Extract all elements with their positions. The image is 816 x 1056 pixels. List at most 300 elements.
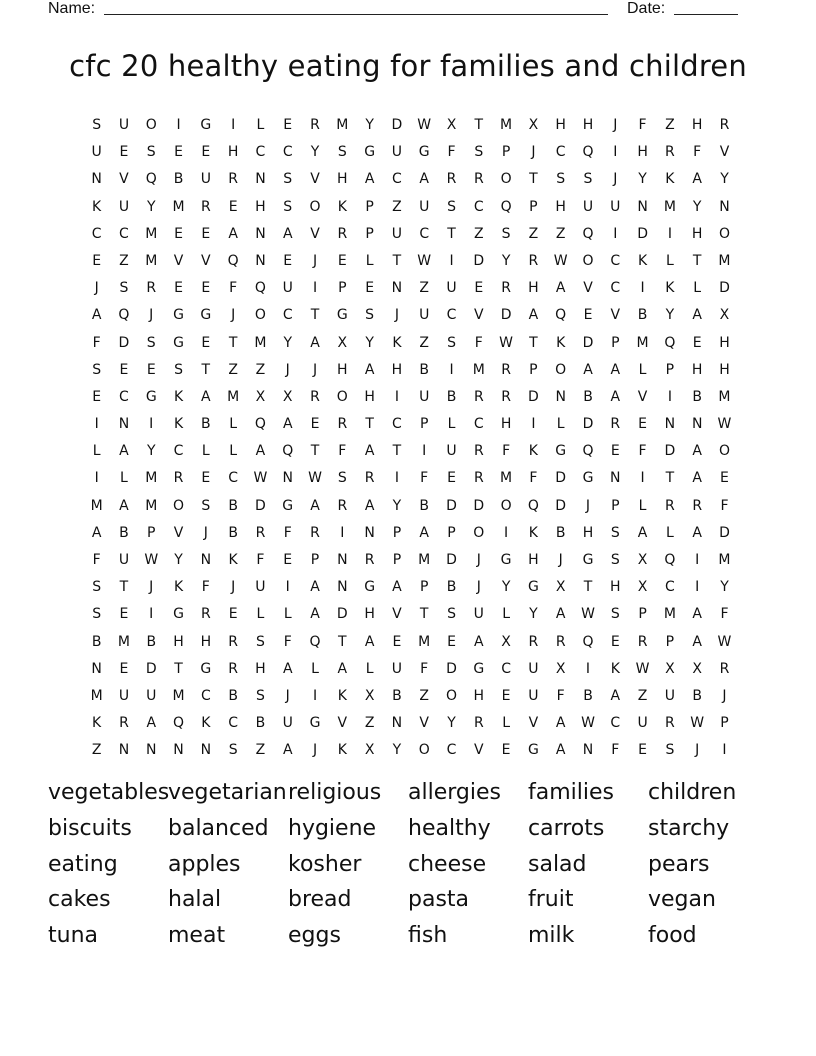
grid-letter[interactable]: G — [309, 715, 321, 732]
grid-letter[interactable]: S — [337, 144, 347, 161]
grid-letter[interactable]: R — [200, 198, 211, 215]
grid-letter[interactable]: F — [638, 117, 647, 133]
grid-letter[interactable]: C — [419, 225, 430, 242]
grid-letter[interactable]: M — [172, 198, 185, 215]
grid-letter[interactable]: C — [119, 225, 129, 242]
grid-letter[interactable]: E — [283, 117, 293, 133]
grid-letter[interactable]: W — [581, 606, 595, 623]
grid-letter[interactable]: G — [173, 307, 184, 324]
grid-letter[interactable]: K — [173, 416, 184, 433]
grid-letter[interactable]: S — [610, 606, 620, 623]
grid-letter[interactable]: K — [610, 660, 620, 677]
grid-letter[interactable]: J — [312, 252, 318, 269]
grid-letter[interactable]: P — [447, 524, 456, 541]
grid-letter[interactable]: D — [446, 552, 457, 568]
grid-letter[interactable]: X — [282, 388, 293, 405]
grid-letter[interactable]: O — [500, 497, 512, 514]
grid-letter[interactable]: R — [228, 633, 238, 650]
grid-letter[interactable]: M — [254, 334, 267, 351]
grid-letter[interactable]: A — [255, 443, 266, 460]
grid-letter[interactable]: N — [118, 416, 130, 433]
grid-letter[interactable]: R — [473, 388, 484, 405]
grid-letter[interactable]: H — [719, 334, 730, 351]
grid-letter[interactable]: R — [364, 470, 375, 487]
grid-letter[interactable]: F — [92, 552, 101, 568]
grid-letter[interactable]: Q — [527, 497, 539, 514]
grid-letter[interactable]: M — [472, 361, 485, 378]
grid-letter[interactable]: L — [311, 660, 319, 677]
grid-letter[interactable]: Q — [173, 715, 185, 732]
grid-letter[interactable]: F — [229, 280, 238, 297]
grid-letter[interactable]: S — [92, 117, 102, 133]
grid-letter[interactable]: I — [585, 660, 591, 677]
grid-letter[interactable]: P — [365, 198, 374, 215]
grid-letter[interactable]: M — [418, 633, 431, 650]
grid-letter[interactable]: A — [337, 660, 348, 677]
grid-letter[interactable]: D — [637, 225, 648, 242]
grid-letter[interactable]: L — [229, 443, 238, 460]
grid-letter[interactable]: N — [118, 742, 130, 759]
grid-letter[interactable]: P — [638, 606, 647, 623]
grid-letter[interactable]: I — [340, 524, 345, 541]
grid-letter[interactable]: T — [665, 470, 675, 487]
grid-letter[interactable]: W — [717, 633, 732, 650]
grid-letter[interactable]: X — [637, 552, 648, 568]
grid-letter[interactable]: M — [227, 388, 240, 405]
grid-letter[interactable]: B — [392, 687, 402, 704]
grid-letter[interactable]: G — [200, 660, 212, 677]
grid-letter[interactable]: N — [555, 388, 566, 405]
grid-letter[interactable]: U — [446, 443, 457, 460]
grid-letter[interactable]: B — [228, 687, 238, 704]
grid-letter[interactable]: B — [146, 633, 157, 650]
grid-letter[interactable]: F — [256, 552, 265, 568]
grid-letter[interactable]: M — [718, 552, 731, 568]
grid-letter[interactable]: K — [637, 252, 648, 269]
grid-letter[interactable]: K — [201, 715, 211, 732]
grid-letter[interactable]: X — [719, 307, 730, 324]
grid-letter[interactable]: A — [555, 715, 566, 732]
grid-letter[interactable]: R — [665, 144, 675, 161]
grid-letter[interactable]: S — [365, 307, 375, 324]
grid-letter[interactable]: P — [611, 334, 620, 351]
grid-letter[interactable]: J — [231, 307, 236, 324]
grid-letter[interactable]: A — [692, 524, 702, 541]
grid-letter[interactable]: V — [474, 742, 484, 759]
grid-letter[interactable]: J — [149, 579, 154, 596]
grid-letter[interactable]: H — [582, 117, 594, 133]
grid-letter[interactable]: L — [256, 117, 265, 133]
grid-letter[interactable]: Q — [582, 225, 594, 242]
grid-letter[interactable]: G — [173, 334, 184, 351]
grid-letter[interactable]: C — [119, 388, 129, 405]
grid-letter[interactable]: U — [118, 552, 130, 568]
grid-letter[interactable]: A — [282, 416, 293, 433]
grid-letter[interactable]: E — [610, 443, 620, 460]
grid-letter[interactable]: E — [228, 198, 238, 215]
grid-letter[interactable]: E — [201, 334, 211, 351]
grid-letter[interactable]: C — [473, 416, 484, 433]
grid-letter[interactable]: K — [665, 171, 675, 188]
grid-letter[interactable]: Y — [720, 171, 729, 188]
grid-letter[interactable]: T — [392, 252, 402, 269]
grid-letter[interactable]: T — [583, 579, 593, 596]
grid-letter[interactable]: S — [337, 470, 347, 487]
grid-letter[interactable]: A — [364, 171, 375, 188]
grid-letter[interactable]: A — [692, 171, 702, 188]
grid-letter[interactable]: R — [446, 171, 457, 188]
grid-letter[interactable]: E — [638, 742, 648, 759]
grid-letter[interactable]: A — [310, 334, 320, 351]
grid-letter[interactable]: A — [692, 307, 702, 324]
grid-letter[interactable]: G — [282, 497, 294, 514]
grid-letter[interactable]: F — [720, 497, 729, 514]
grid-letter[interactable]: E — [283, 252, 293, 269]
grid-letter[interactable]: R — [310, 524, 320, 541]
grid-letter[interactable]: B — [692, 388, 702, 405]
grid-letter[interactable]: W — [635, 660, 650, 677]
grid-letter[interactable]: A — [583, 361, 593, 378]
grid-letter[interactable]: H — [173, 633, 184, 650]
grid-letter[interactable]: Y — [146, 443, 156, 460]
grid-letter[interactable]: K — [528, 524, 538, 541]
grid-letter[interactable]: G — [364, 144, 376, 161]
grid-letter[interactable]: U — [391, 225, 403, 242]
grid-letter[interactable]: M — [500, 470, 513, 487]
grid-letter[interactable]: T — [474, 117, 484, 133]
grid-letter[interactable]: A — [228, 225, 238, 242]
grid-letter[interactable]: U — [473, 606, 484, 623]
grid-letter[interactable]: V — [637, 388, 648, 405]
grid-letter[interactable]: I — [149, 606, 154, 623]
grid-letter[interactable]: J — [149, 307, 154, 324]
grid-letter[interactable]: W — [581, 715, 595, 732]
grid-letter[interactable]: L — [502, 715, 510, 732]
grid-letter[interactable]: Q — [500, 198, 512, 215]
grid-letter[interactable]: N — [691, 416, 703, 433]
grid-letter[interactable]: X — [528, 117, 539, 133]
grid-letter[interactable]: S — [92, 361, 102, 378]
grid-letter[interactable]: R — [200, 606, 211, 623]
grid-letter[interactable]: K — [665, 280, 675, 297]
grid-letter[interactable]: K — [556, 334, 566, 351]
grid-letter[interactable]: O — [418, 742, 430, 759]
grid-letter[interactable]: Y — [174, 552, 183, 568]
grid-letter[interactable]: E — [119, 144, 129, 161]
grid-letter[interactable]: A — [364, 443, 375, 460]
grid-letter[interactable]: B — [255, 715, 266, 732]
grid-letter[interactable]: T — [310, 307, 320, 324]
grid-letter[interactable]: A — [310, 606, 320, 623]
grid-letter[interactable]: I — [640, 280, 645, 297]
grid-letter[interactable]: V — [719, 144, 730, 161]
grid-letter[interactable]: Y — [392, 497, 402, 514]
grid-letter[interactable]: C — [610, 252, 621, 269]
grid-letter[interactable]: K — [92, 198, 102, 215]
grid-letter[interactable]: B — [446, 579, 457, 596]
grid-letter[interactable]: J — [695, 742, 700, 759]
grid-letter[interactable]: L — [256, 606, 265, 623]
grid-letter[interactable]: P — [611, 497, 620, 514]
grid-letter[interactable]: R — [473, 171, 484, 188]
grid-letter[interactable]: V — [583, 280, 593, 297]
grid-letter[interactable]: B — [555, 524, 566, 541]
grid-letter[interactable]: D — [582, 334, 594, 351]
grid-letter[interactable]: A — [146, 715, 157, 732]
grid-letter[interactable]: T — [447, 225, 456, 242]
grid-letter[interactable]: E — [447, 470, 456, 487]
grid-letter[interactable]: W — [499, 334, 514, 351]
grid-letter[interactable]: F — [529, 470, 538, 487]
grid-letter[interactable]: B — [692, 687, 702, 704]
grid-letter[interactable]: S — [146, 144, 156, 161]
grid-letter[interactable]: F — [720, 606, 729, 623]
grid-letter[interactable]: U — [282, 280, 293, 297]
grid-letter[interactable]: M — [117, 633, 130, 650]
grid-letter[interactable]: G — [582, 470, 594, 487]
grid-letter[interactable]: X — [501, 633, 511, 650]
grid-letter[interactable]: H — [691, 225, 703, 242]
grid-letter[interactable]: Q — [582, 443, 594, 460]
grid-letter[interactable]: J — [585, 497, 591, 514]
grid-letter[interactable]: W — [553, 252, 568, 269]
grid-letter[interactable]: R — [310, 117, 320, 133]
grid-letter[interactable]: X — [692, 660, 702, 677]
grid-letter[interactable]: H — [582, 524, 594, 541]
grid-letter[interactable]: R — [473, 470, 484, 487]
grid-letter[interactable]: C — [282, 307, 293, 324]
grid-letter[interactable]: W — [308, 470, 322, 487]
grid-letter[interactable]: N — [146, 742, 157, 759]
grid-letter[interactable]: D — [473, 252, 485, 269]
grid-letter[interactable]: R — [228, 171, 238, 188]
grid-letter[interactable]: U — [391, 660, 403, 677]
grid-letter[interactable]: A — [119, 443, 129, 460]
grid-letter[interactable]: F — [92, 334, 101, 351]
grid-letter[interactable]: P — [501, 144, 511, 161]
grid-letter[interactable]: E — [119, 606, 129, 623]
grid-letter[interactable]: X — [637, 579, 648, 596]
grid-letter[interactable]: N — [610, 470, 621, 487]
grid-letter[interactable]: P — [665, 361, 675, 378]
grid-letter[interactable]: Q — [664, 552, 676, 568]
grid-letter[interactable]: V — [337, 715, 348, 732]
grid-letter[interactable]: Q — [555, 307, 567, 324]
grid-letter[interactable]: J — [94, 280, 99, 297]
grid-letter[interactable]: Y — [720, 579, 729, 596]
grid-letter[interactable]: Y — [501, 579, 511, 596]
grid-letter[interactable]: B — [201, 416, 211, 433]
grid-letter[interactable]: X — [665, 660, 675, 677]
grid-letter[interactable]: B — [583, 388, 593, 405]
grid-letter[interactable]: Z — [419, 280, 429, 297]
grid-letter[interactable]: U — [582, 198, 594, 215]
grid-letter[interactable]: L — [283, 606, 292, 623]
grid-letter[interactable]: I — [312, 280, 318, 297]
grid-letter[interactable]: B — [228, 497, 238, 514]
grid-letter[interactable]: T — [228, 334, 238, 351]
grid-letter[interactable]: P — [665, 633, 675, 650]
grid-letter[interactable]: B — [173, 171, 184, 188]
grid-letter[interactable]: H — [691, 117, 703, 133]
grid-letter[interactable]: F — [474, 334, 483, 351]
grid-letter[interactable]: J — [285, 687, 290, 704]
grid-letter[interactable]: L — [92, 443, 101, 460]
grid-letter[interactable]: A — [201, 388, 211, 405]
grid-letter[interactable]: R — [719, 117, 730, 133]
grid-letter[interactable]: Z — [419, 687, 429, 704]
grid-letter[interactable]: R — [555, 633, 566, 650]
grid-letter[interactable]: D — [391, 117, 403, 133]
grid-letter[interactable]: A — [692, 470, 702, 487]
grid-letter[interactable]: E — [392, 633, 402, 650]
grid-letter[interactable]: V — [173, 252, 184, 269]
grid-letter[interactable]: O — [718, 443, 730, 460]
grid-letter[interactable]: U — [118, 687, 130, 704]
grid-letter[interactable]: K — [528, 443, 538, 460]
grid-letter[interactable]: V — [392, 606, 402, 623]
grid-letter[interactable]: U — [446, 280, 457, 297]
grid-letter[interactable]: J — [558, 552, 563, 568]
grid-letter[interactable]: R — [665, 715, 675, 732]
grid-letter[interactable]: M — [90, 687, 103, 704]
grid-letter[interactable]: O — [309, 198, 321, 215]
grid-letter[interactable]: N — [255, 171, 266, 188]
grid-letter[interactable]: K — [392, 334, 402, 351]
grid-letter[interactable]: D — [118, 334, 130, 351]
grid-letter[interactable]: T — [529, 334, 538, 351]
date-field[interactable] — [674, 14, 738, 15]
grid-letter[interactable]: T — [692, 252, 702, 269]
grid-letter[interactable]: A — [692, 606, 702, 623]
grid-letter[interactable]: B — [583, 687, 593, 704]
grid-letter[interactable]: I — [94, 470, 99, 487]
grid-letter[interactable]: R — [146, 280, 157, 297]
grid-letter[interactable]: L — [502, 606, 510, 623]
grid-letter[interactable]: V — [310, 171, 320, 188]
grid-letter[interactable]: D — [582, 416, 594, 433]
grid-letter[interactable]: X — [364, 742, 375, 759]
grid-letter[interactable]: U — [282, 715, 293, 732]
grid-letter[interactable]: Q — [309, 633, 321, 650]
grid-letter[interactable]: J — [231, 579, 236, 596]
grid-letter[interactable]: P — [392, 552, 402, 568]
grid-letter[interactable]: C — [664, 579, 675, 596]
grid-letter[interactable]: A — [310, 497, 320, 514]
grid-letter[interactable]: E — [474, 280, 484, 297]
grid-letter[interactable]: L — [201, 443, 210, 460]
grid-letter[interactable]: N — [200, 552, 212, 568]
grid-letter[interactable]: M — [636, 334, 649, 351]
grid-letter[interactable]: S — [255, 687, 265, 704]
grid-letter[interactable]: H — [364, 388, 375, 405]
grid-letter[interactable]: V — [474, 307, 484, 324]
grid-letter[interactable]: O — [473, 524, 485, 541]
grid-letter[interactable]: S — [447, 334, 456, 351]
grid-letter[interactable]: I — [640, 470, 645, 487]
grid-letter[interactable]: G — [418, 144, 430, 161]
grid-letter[interactable]: C — [173, 443, 184, 460]
grid-letter[interactable]: A — [555, 606, 566, 623]
grid-letter[interactable]: S — [92, 579, 102, 596]
grid-letter[interactable]: C — [91, 225, 102, 242]
grid-letter[interactable]: B — [637, 307, 648, 324]
grid-letter[interactable]: P — [419, 579, 429, 596]
grid-letter[interactable]: Q — [254, 280, 266, 297]
grid-letter[interactable]: T — [529, 171, 538, 188]
grid-letter[interactable]: J — [476, 579, 481, 596]
grid-letter[interactable]: C — [228, 715, 239, 732]
grid-letter[interactable]: O — [145, 117, 157, 133]
grid-letter[interactable]: A — [91, 307, 102, 324]
grid-letter[interactable]: B — [119, 524, 129, 541]
grid-letter[interactable]: H — [691, 361, 703, 378]
grid-letter[interactable]: Q — [664, 334, 676, 351]
grid-letter[interactable]: N — [91, 660, 102, 677]
grid-letter[interactable]: X — [364, 687, 375, 704]
grid-letter[interactable]: E — [201, 280, 211, 297]
grid-letter[interactable]: D — [336, 606, 348, 623]
grid-letter[interactable]: E — [174, 225, 183, 242]
grid-letter[interactable]: W — [417, 117, 432, 133]
grid-letter[interactable]: U — [91, 144, 102, 161]
grid-letter[interactable]: H — [637, 144, 648, 161]
grid-letter[interactable]: G — [555, 443, 567, 460]
grid-letter[interactable]: U — [118, 117, 130, 133]
grid-letter[interactable]: L — [693, 280, 702, 297]
grid-letter[interactable]: A — [282, 660, 293, 677]
grid-letter[interactable]: S — [447, 198, 456, 215]
grid-letter[interactable]: C — [255, 144, 266, 161]
grid-letter[interactable]: N — [200, 742, 212, 759]
grid-letter[interactable]: F — [556, 687, 565, 704]
grid-letter[interactable]: M — [663, 198, 676, 215]
grid-letter[interactable]: S — [283, 198, 293, 215]
grid-letter[interactable]: E — [119, 361, 129, 378]
grid-letter[interactable]: W — [144, 552, 159, 568]
grid-letter[interactable]: E — [92, 252, 102, 269]
grid-letter[interactable]: E — [447, 633, 456, 650]
grid-letter[interactable]: T — [310, 443, 320, 460]
grid-letter[interactable]: N — [337, 579, 348, 596]
grid-letter[interactable]: A — [610, 388, 621, 405]
grid-letter[interactable]: E — [365, 280, 375, 297]
grid-letter[interactable]: B — [91, 633, 102, 650]
grid-letter[interactable]: I — [422, 443, 427, 460]
grid-letter[interactable]: W — [417, 252, 432, 269]
grid-letter[interactable]: W — [690, 715, 705, 732]
grid-letter[interactable]: C — [392, 416, 402, 433]
grid-letter[interactable]: E — [146, 361, 156, 378]
grid-letter[interactable]: M — [663, 606, 676, 623]
grid-letter[interactable]: N — [282, 470, 293, 487]
grid-letter[interactable]: A — [610, 361, 621, 378]
grid-letter[interactable]: L — [665, 524, 674, 541]
grid-letter[interactable]: H — [473, 687, 485, 704]
grid-letter[interactable]: E — [201, 225, 211, 242]
grid-letter[interactable]: G — [336, 307, 348, 324]
grid-letter[interactable]: V — [419, 715, 429, 732]
grid-letter[interactable]: A — [364, 361, 375, 378]
grid-letter[interactable]: D — [555, 497, 567, 514]
grid-letter[interactable]: H — [364, 606, 375, 623]
grid-letter[interactable]: N — [391, 280, 403, 297]
grid-letter[interactable]: M — [718, 252, 731, 269]
grid-letter[interactable]: F — [611, 742, 620, 759]
grid-letter[interactable]: U — [610, 198, 621, 215]
grid-letter[interactable]: R — [665, 497, 675, 514]
grid-letter[interactable]: U — [146, 687, 157, 704]
